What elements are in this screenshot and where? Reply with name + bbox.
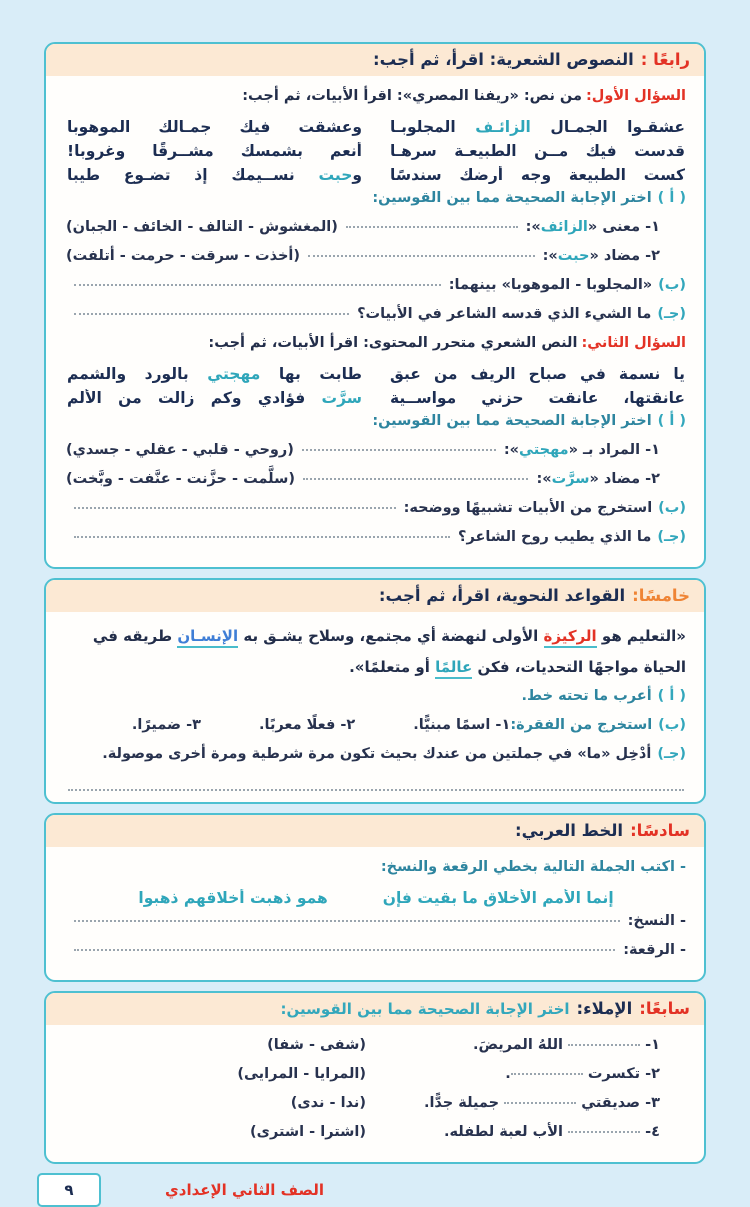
part-label: (جـ): [657, 306, 686, 322]
section-instruction: اختر الإجابة الصحيحة مما بين القوسين:: [280, 999, 570, 1018]
part-question: ما الشيء الذي قدسه الشاعر في الأبيات؟: [357, 306, 652, 322]
verse-text: قدست فيك مــن الطبيعـة سرهـا: [390, 142, 685, 160]
part-label: ( أ ): [657, 413, 686, 429]
poem-verse: [66, 166, 686, 184]
poem-verse: [66, 365, 686, 383]
part-b: [66, 717, 686, 741]
verse-text: يا نسمة في صباح الريف من عبق: [390, 365, 685, 383]
section-grammar-content: [46, 612, 704, 802]
dictation-options: (شفى - شفا): [267, 1036, 366, 1053]
calligraphy-instruction: - اكتب الجملة التالية بخطي الرقعة والنسخ:: [380, 858, 686, 875]
question-suffix: اللهُ المريضَ.: [472, 1036, 569, 1053]
question-intro: النص الشعري متحرر المحتوى: اقرأ الأبيات، ثم أجب:: [208, 335, 578, 351]
mcq-prefix: ٢- مضاد «: [589, 248, 660, 264]
part-c: [66, 529, 686, 553]
verse-left: [67, 389, 362, 407]
part-question: «المجلوبا - الموهوبا» بينهما:: [448, 277, 653, 293]
dictation-question: [505, 1066, 660, 1082]
answer-blank: [74, 949, 615, 951]
part-a: [66, 688, 686, 712]
grade-label: الصف الثاني الإعدادي: [165, 1180, 325, 1199]
question-intro: من نص: «ريفنا المصري»: اقرأ الأبيات، ثم أجب:: [242, 88, 582, 104]
page-number-box: [37, 1173, 101, 1207]
section-number: سابعًا:: [639, 998, 690, 1018]
part-question: استخرج من الأبيات تشبيهًا ووضحه:: [403, 500, 653, 516]
part-label: (جـ): [657, 529, 686, 545]
section-title: القواعد النحوية، اقرأ، ثم أجب:: [378, 586, 626, 605]
question-1-heading: [66, 88, 686, 112]
section-calligraphy: [44, 813, 706, 982]
verse-right: [390, 142, 685, 160]
verse-text: طابت بها: [260, 365, 362, 383]
verse-text: أنعم بشمسك مشــرقًا وغروبا!: [67, 142, 362, 160]
answer-blank: [346, 226, 518, 228]
mcq-prefix: ١- معنى «: [587, 219, 660, 235]
mcq-question: [526, 219, 660, 235]
verse-left: [67, 118, 362, 136]
answer-blank: [303, 478, 528, 480]
dictation-question: [473, 1037, 660, 1053]
paragraph-text: أو متعلمًا».: [349, 657, 436, 676]
verse-right: [390, 166, 685, 184]
mcq-suffix: »:: [503, 442, 520, 458]
mcq-keyword: الزائف: [540, 219, 588, 235]
dictation-question: [424, 1095, 660, 1111]
answer-blank: [74, 313, 349, 315]
paragraph-text: «التعليم هو: [596, 627, 686, 645]
mcq-item: [66, 248, 686, 272]
underlined-word-red: الركيزة: [544, 627, 597, 648]
extract-item: ٣- ضميرًا.: [131, 716, 201, 733]
answer-line: [68, 775, 684, 791]
section-title: الخط العربي:: [515, 820, 624, 840]
verse-text: فؤادي وكم زالت من الألم: [67, 389, 322, 407]
mcq-suffix: »:: [536, 471, 552, 487]
answer-blank: [504, 1102, 576, 1104]
section-poetry-header: [46, 44, 704, 76]
question-2-heading: [66, 335, 686, 359]
part-label: (جـ): [657, 745, 686, 762]
dictation-options: (المرايا - المرايى): [237, 1065, 366, 1082]
part-question: ما الذي يطيب روح الشاعر؟: [458, 529, 652, 545]
question-prefix: ٢- تكسرت: [582, 1065, 660, 1082]
mcq-options: (سلَّمت - حزَّنت - عنَّفت - وبَّخت): [66, 471, 295, 487]
dictation-item: [66, 1095, 686, 1119]
part-label: (ب): [658, 716, 686, 733]
part-label: ( أ ): [657, 687, 686, 704]
mcq-options: (روحي - قلبي - عقلي - جسدي): [66, 442, 294, 458]
answer-blank: [511, 1073, 583, 1075]
dictation-item: [66, 1066, 686, 1090]
verse-text: بالورد والشمم: [67, 365, 208, 383]
verse-right: [390, 365, 685, 383]
verse-text: نســيمك إذ تضـوع طيبا: [67, 166, 319, 184]
part-label: (ب): [658, 277, 686, 293]
mcq-item: [66, 219, 686, 243]
section-poetry-content: [46, 76, 704, 567]
answer-blank: [302, 449, 496, 451]
verse-left: [67, 166, 362, 184]
verse-text: وعشقت فيك جمـالك الموهوبا: [67, 118, 362, 136]
mcq-keyword: مهجتي: [519, 442, 569, 458]
answer-blank: [568, 1131, 640, 1133]
poem-verse: [66, 389, 686, 407]
verse-text: عشقـوا الجمـال: [530, 118, 685, 136]
ruqaa-line: [66, 942, 686, 966]
poem-verse: [66, 118, 686, 136]
highlighted-word: سرَّت: [321, 389, 362, 407]
section-grammar: [44, 578, 706, 804]
part-c: [66, 746, 686, 770]
answer-blank: [74, 284, 441, 286]
mcq-prefix: ١- المراد بـ «: [568, 442, 660, 458]
verse-text: كست الطبيعة وجه أرضك سندسًا: [390, 166, 685, 184]
section-number: سادسًا:: [630, 820, 690, 840]
underlined-word-blue: الإنسـان: [177, 627, 238, 648]
mcq-question: [543, 248, 660, 264]
answer-blank: [74, 536, 450, 538]
part-instruction: اختر الإجابة الصحيحة مما بين القوسين:: [372, 190, 652, 206]
section-grammar-header: [46, 580, 704, 612]
calligraphy-instruction-row: [66, 859, 686, 883]
part-a-heading: [66, 190, 686, 214]
dictation-options: (ندا - ندى): [290, 1094, 366, 1111]
mcq-question: [536, 471, 660, 487]
answer-blank: [568, 1044, 640, 1046]
question-label: السؤال الثاني:: [581, 335, 686, 351]
poem-verse: [66, 142, 686, 160]
page-footer: [37, 1173, 750, 1207]
dictation-item: [66, 1037, 686, 1061]
naskh-label: - النسخ:: [627, 912, 686, 929]
highlighted-word: حبت: [318, 166, 353, 184]
part-instruction: استخرج من الفقرة:: [510, 716, 653, 733]
mcq-item: [66, 442, 686, 466]
part-c: [66, 306, 686, 330]
mcq-prefix: ٢- مضاد «: [589, 471, 660, 487]
question-prefix: ١-: [640, 1036, 660, 1053]
answer-blank: [74, 507, 396, 509]
part-label: ( أ ): [657, 190, 686, 206]
section-title: النصوص الشعرية: اقرأ، ثم أجب:: [373, 50, 634, 69]
part-b: [66, 277, 686, 301]
question-prefix: ٣- صديقتي: [576, 1094, 660, 1111]
paragraph-text: طريقه في الحياة مواجهًا التحديات، فكن: [92, 627, 686, 676]
part-instruction: أعرب ما تحته خط.: [521, 687, 652, 704]
mcq-item: [66, 471, 686, 495]
part-instruction: اختر الإجابة الصحيحة مما بين القوسين:: [372, 413, 652, 429]
underlined-word-teal: عالمًا: [435, 658, 472, 679]
ruqaa-label: - الرقعة:: [623, 941, 686, 958]
answer-blank: [308, 255, 535, 257]
extract-item: ٢- فعلًا معربًا.: [259, 716, 356, 733]
mcq-keyword: حبت: [557, 248, 590, 264]
question-label: السؤال الأول:: [585, 88, 686, 104]
mcq-suffix: »:: [542, 248, 558, 264]
question-suffix: .: [505, 1065, 511, 1082]
part-question: أدْخِل «ما» في جملتين من عندك بحيث تكون مرة شرطية ومرة أخرى موصولة.: [102, 745, 652, 762]
section-title: الإملاء:: [576, 998, 633, 1018]
verse-right: إنما الأمم الأخلاق ما بقيت فإن: [382, 888, 614, 907]
part-label: (ب): [658, 500, 686, 516]
part-b: [66, 500, 686, 524]
question-suffix: جميلة جدًّا.: [423, 1094, 505, 1111]
dictation-options: (اشترا - اشترى): [250, 1123, 366, 1140]
verse-right: [390, 389, 685, 407]
section-calligraphy-header: [46, 815, 704, 847]
naskh-line: [66, 913, 686, 937]
verse-left: همو ذهبت أخلاقهم ذهبوا: [138, 888, 328, 907]
grammar-paragraph: [66, 621, 686, 683]
mcq-options: (أخذت - سرقت - حرمت - أتلفت): [66, 248, 301, 264]
section-number: رابعًا :: [640, 50, 690, 69]
verse-right: [390, 118, 685, 136]
dictation-item: [66, 1124, 686, 1148]
section-dictation-content: [46, 1025, 704, 1162]
calligraphy-verse: [66, 889, 686, 907]
mcq-suffix: »:: [525, 219, 541, 235]
mcq-question: [504, 442, 660, 458]
verse-text: عانقتها، عانقت حزني مواســية: [390, 389, 685, 407]
question-suffix: الأب لعبة لطفله.: [444, 1123, 569, 1140]
paragraph-text: الأولى لنهضة أي مجتمع، وسلاح يشـق به: [238, 627, 544, 645]
verse-left: [67, 365, 362, 383]
highlighted-word: مهجتي: [207, 365, 261, 383]
question-prefix: ٤-: [640, 1123, 660, 1140]
section-dictation: [44, 991, 706, 1164]
section-number: خامسًا:: [632, 586, 690, 605]
part-a-heading: [66, 413, 686, 437]
section-calligraphy-content: [46, 847, 704, 980]
page-number: ٩: [64, 1180, 74, 1199]
section-poetry: [44, 42, 706, 569]
section-dictation-header: [46, 993, 704, 1025]
verse-text: المجلوبـا: [390, 118, 476, 136]
answer-blank: [74, 920, 620, 922]
extract-items: [66, 717, 510, 733]
mcq-keyword: سرَّت: [551, 471, 590, 487]
verse-text: و: [352, 166, 362, 184]
mcq-options: (المغشوش - التالف - الخائف - الجبان): [66, 219, 338, 235]
dictation-question: [444, 1124, 660, 1140]
verse-left: [67, 142, 362, 160]
highlighted-word: الزائـف: [475, 118, 531, 136]
extract-item: ١- اسمًا مبنيًّا.: [413, 716, 511, 733]
